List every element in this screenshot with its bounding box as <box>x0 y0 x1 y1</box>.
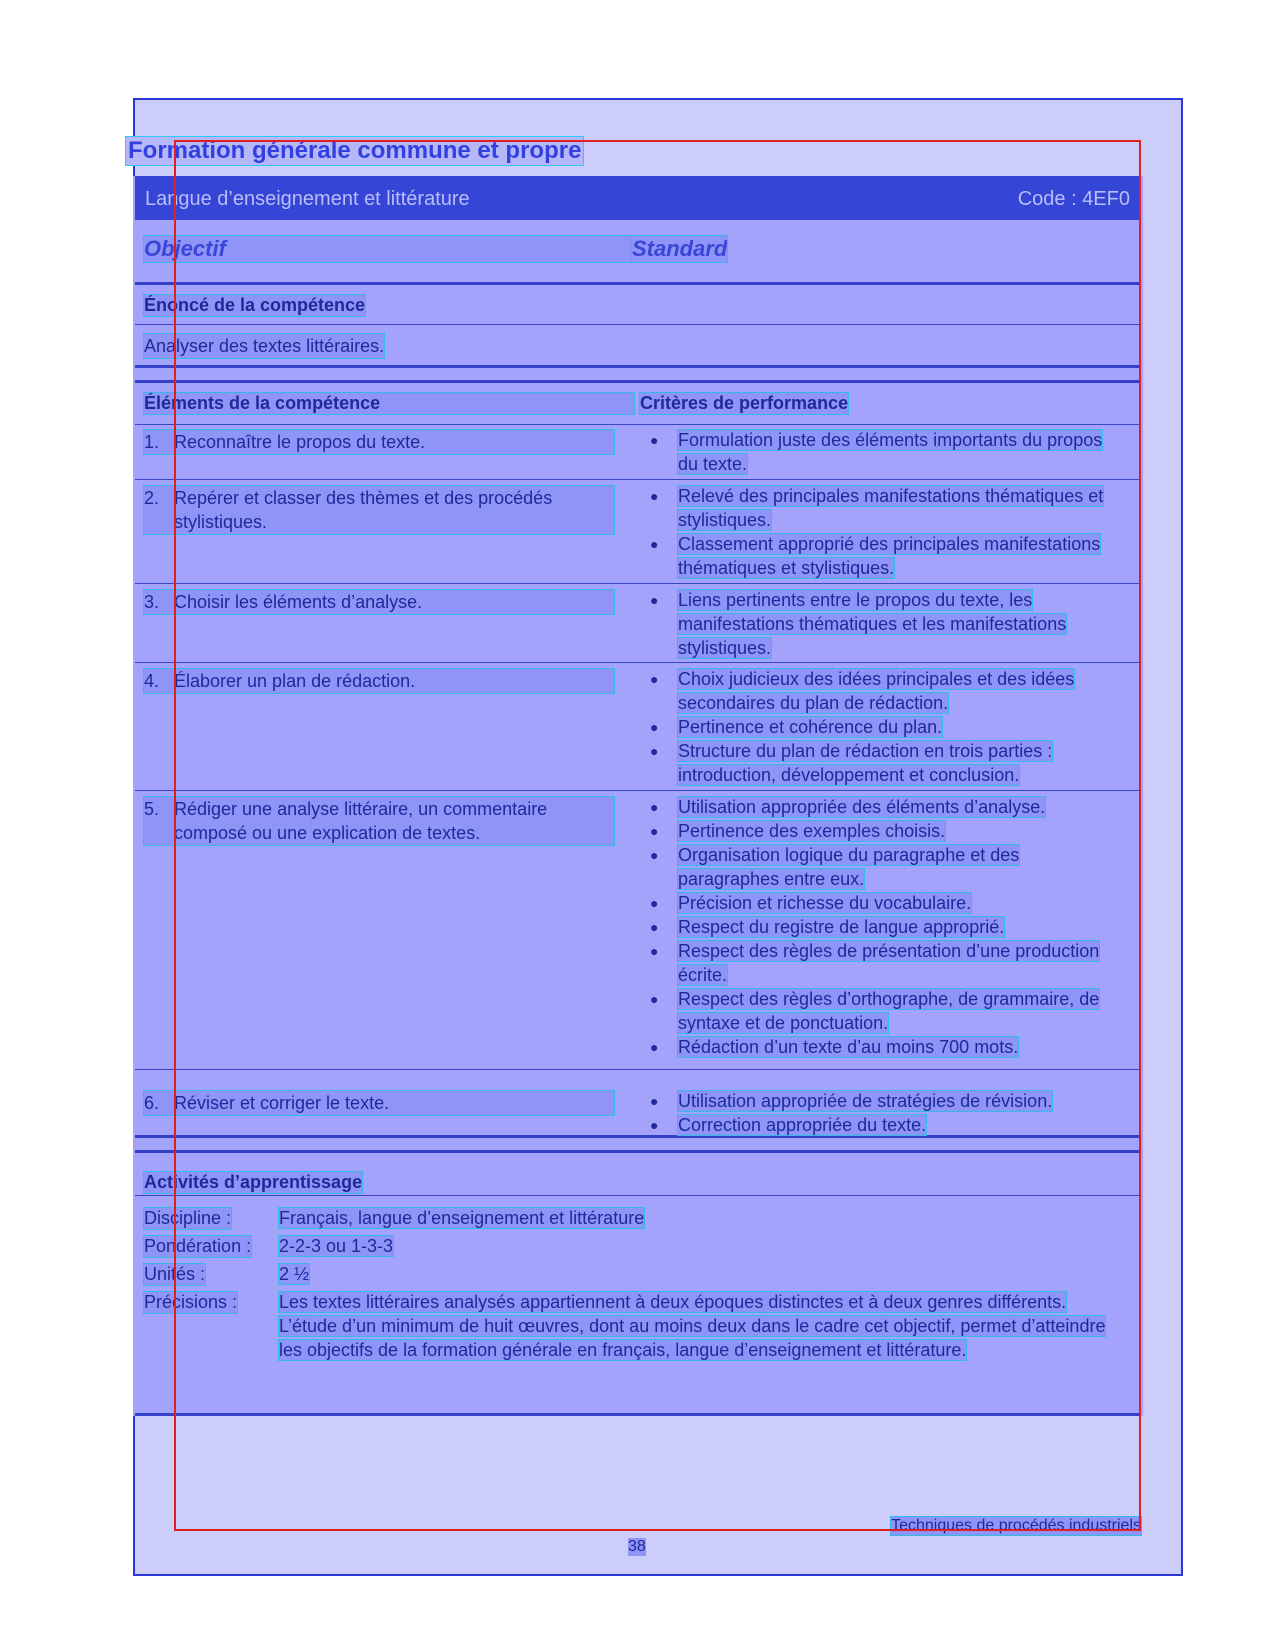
bullet-icon: ● <box>650 991 659 1007</box>
bullet-icon: ● <box>650 943 659 959</box>
bullet-icon: ● <box>650 671 659 687</box>
units-label: Unités : <box>144 1264 206 1284</box>
divider <box>135 1195 1140 1196</box>
divider <box>135 662 1140 663</box>
divider <box>135 1069 1140 1070</box>
list-item: ● Précision et richesse du vocabulaire. <box>650 893 972 913</box>
element-5 <box>144 797 614 845</box>
header-bar <box>135 176 1140 220</box>
divider <box>135 324 1140 325</box>
list-item: ● Respect du registre de langue approprié. <box>650 917 1005 937</box>
bullet-icon: ● <box>650 592 659 608</box>
bullet-icon: ● <box>650 919 659 935</box>
weighting-value: 2-2-3 ou 1-3-3 <box>279 1236 394 1256</box>
bullet-icon: ● <box>650 799 659 815</box>
subject-name: Langue d’enseignement et littérature <box>145 188 470 210</box>
list-item: ● Organisation logique du paragraphe et des paragraphes entre eux. <box>650 845 1020 889</box>
bullet-icon: ● <box>650 823 659 839</box>
page-number: 38 <box>628 1538 646 1555</box>
weighting-label: Pondération : <box>144 1236 252 1256</box>
bullet-icon: ● <box>650 488 659 504</box>
criteria-3 <box>648 588 1118 660</box>
element-number: 3. <box>144 592 160 612</box>
element-number: 5. <box>144 799 160 819</box>
element-2 <box>144 486 614 534</box>
element-6 <box>144 1091 614 1115</box>
list-item: ● Correction appropriée du texte. <box>650 1115 927 1135</box>
bullet-icon: ● <box>650 743 659 759</box>
element-text: Élaborer un plan de rédaction. <box>144 669 614 693</box>
list-item: ● Rédaction d’un texte d’au moins 700 mots. <box>650 1037 1019 1057</box>
divider <box>135 790 1140 791</box>
list-item: ● Liens pertinents entre le propos du texte, les manifestations thématiques et les manifestations stylistiques. <box>650 590 1067 658</box>
element-text: Reconnaître le propos du texte. <box>144 430 614 454</box>
course-code: Code : 4EF0 <box>1017 188 1130 210</box>
criteria-5 <box>648 795 1118 1059</box>
bullet-icon: ● <box>650 536 659 552</box>
discipline-value: Français, langue d’enseignement et littérature <box>279 1208 645 1228</box>
list-item: ● Relevé des principales manifestations thématiques et stylistiques. <box>650 486 1104 530</box>
elements-heading: Éléments de la compétence <box>144 393 634 414</box>
criteria-heading: Critères de performance <box>640 393 849 413</box>
competency-heading: Énoncé de la compétence <box>144 295 366 315</box>
divider <box>135 583 1140 584</box>
precisions-label: Précisions : <box>144 1292 238 1312</box>
element-number: 6. <box>144 1093 160 1113</box>
objective-heading: Objectif <box>144 236 644 262</box>
element-text: Réviser et corriger le texte. <box>144 1091 614 1115</box>
bullet-icon: ● <box>650 895 659 911</box>
element-4 <box>144 669 614 693</box>
discipline-label: Discipline : <box>144 1208 232 1228</box>
element-text: Repérer et classer des thèmes et des procédés stylistiques. <box>144 486 614 534</box>
list-item: ● Pertinence et cohérence du plan. <box>650 717 943 737</box>
element-text: Rédiger une analyse littéraire, un commentaire composé ou une explication de textes. <box>144 797 614 845</box>
bullet-icon: ● <box>650 1039 659 1055</box>
element-number: 1. <box>144 432 160 452</box>
list-item: ● Formulation juste des éléments importants du propos du texte. <box>650 430 1103 474</box>
precisions-paragraph-1: Les textes littéraires analysés appartiennent à deux époques distinctes et à deux genres différents. <box>279 1292 1067 1312</box>
list-item: ● Utilisation appropriée de stratégies de révision. <box>650 1091 1053 1111</box>
bullet-icon: ● <box>650 847 659 863</box>
list-item: ● Structure du plan de rédaction en trois parties : introduction, développement et conclusion. <box>650 741 1053 785</box>
element-number: 2. <box>144 488 160 508</box>
bullet-icon: ● <box>650 719 659 735</box>
element-3 <box>144 590 614 614</box>
divider <box>135 479 1140 480</box>
list-item: ● Choix judicieux des idées principales et des idées secondaires du plan de rédaction. <box>650 669 1075 713</box>
competency-statement: Analyser des textes littéraires. <box>144 336 385 356</box>
precisions-value <box>279 1290 1129 1362</box>
list-item: ● Pertinence des exemples choisis. <box>650 821 946 841</box>
list-item: ● Utilisation appropriée des éléments d’analyse. <box>650 797 1046 817</box>
standard-heading: Standard <box>632 236 728 261</box>
element-text: Choisir les éléments d’analyse. <box>144 590 614 614</box>
list-item: ● Respect des règles de présentation d’une production écrite. <box>650 941 1100 985</box>
criteria-4 <box>648 667 1118 787</box>
activities-heading: Activités d’apprentissage <box>144 1172 363 1192</box>
element-number: 4. <box>144 671 160 691</box>
list-item: ● Respect des règles d’orthographe, de grammaire, de syntaxe et de ponctuation. <box>650 989 1100 1033</box>
page-title: Formation générale commune et propre <box>128 137 582 164</box>
bullet-icon: ● <box>650 1093 659 1109</box>
program-name: Techniques de procédés industriels <box>891 1517 1141 1534</box>
divider <box>135 424 1140 425</box>
bullet-icon: ● <box>650 1117 659 1133</box>
units-value: 2 ½ <box>279 1264 310 1284</box>
bullet-icon: ● <box>650 432 659 448</box>
criteria-6 <box>648 1089 1118 1137</box>
criteria-1 <box>648 428 1118 476</box>
element-1 <box>144 430 614 454</box>
criteria-2 <box>648 484 1118 580</box>
list-item: ● Classement approprié des principales manifestations thématiques et stylistiques. <box>650 534 1101 578</box>
precisions-paragraph-2: L’étude d’un minimum de huit œuvres, dont au moins deux dans le cadre cet objectif, permet d’atteindre les objectifs de la formation générale en français, langue d’enseignement et littérature. <box>279 1316 1106 1360</box>
